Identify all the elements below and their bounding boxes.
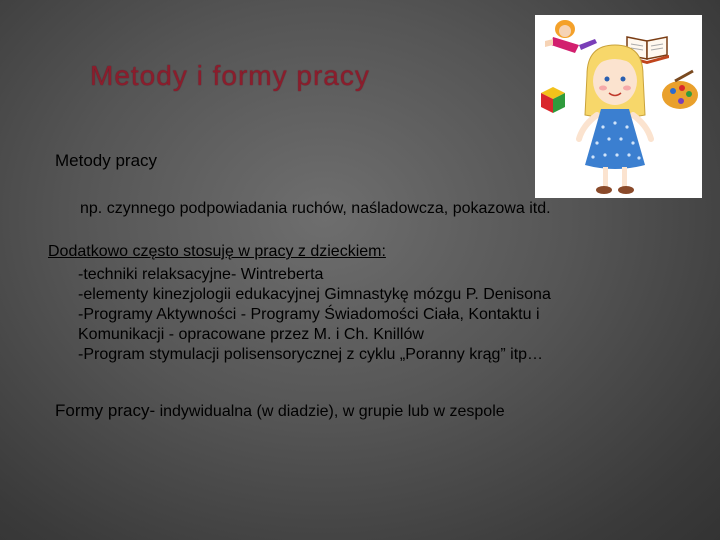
doll-toy-icon [545, 20, 597, 53]
palette-icon [662, 71, 698, 109]
girl-with-toys-illustration [535, 15, 702, 198]
list-item: -Program stymulacji polisensorycznej z cyklu „Poranny krąg” itp… [78, 346, 544, 363]
list-item: -elementy kinezjologii edukacyjnej Gimnastykę mózgu P. Denisona [78, 286, 551, 303]
forms-line [55, 401, 505, 421]
forms-label: Formy pracy- [55, 401, 156, 420]
list-item: -Programy Aktywności - Programy Świadomości Ciała, Kontaktu i [78, 306, 540, 323]
forms-text: indywidualna (w diadzie), w grupie lub w zespole [155, 403, 505, 420]
cube-toy-icon [541, 87, 565, 113]
additional-heading: Dodatkowo często stosuję w pracy z dzieckiem: [48, 243, 386, 260]
list-item: -techniki relaksacyjne- Wintreberta [78, 266, 324, 283]
list-item: Komunikacji - opracowane przez M. i Ch. Knillów [78, 326, 424, 343]
girl-icon [579, 45, 651, 194]
additional-list [78, 265, 551, 365]
methods-heading: Metody pracy [55, 151, 158, 170]
slide-title: Metody i formy pracy [90, 60, 370, 91]
methods-examples: np. czynnego podpowiadania ruchów, naśladowcza, pokazowa itd. [80, 200, 551, 217]
